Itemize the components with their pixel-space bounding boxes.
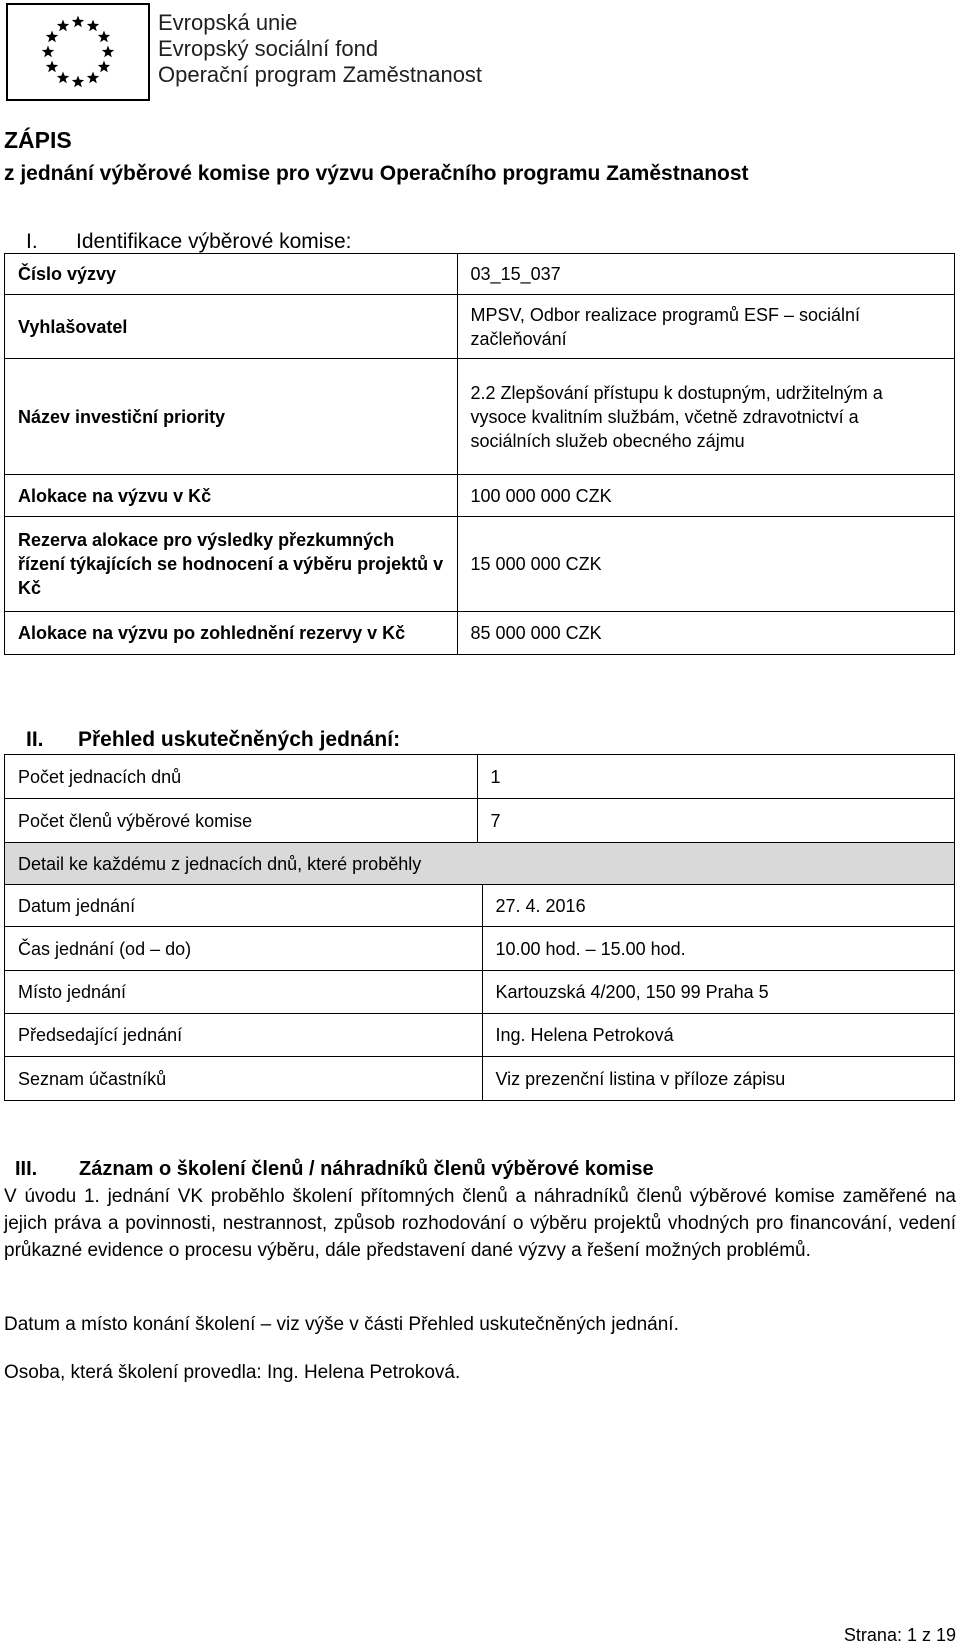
row-label: Název investiční priority [5, 359, 458, 475]
eu-stars-icon [8, 5, 148, 99]
star-icon [46, 31, 58, 43]
row-label: Číslo výzvy [5, 254, 458, 295]
star-icon [98, 31, 110, 43]
table-row [5, 755, 955, 799]
table-row [5, 359, 955, 475]
row-label: Místo jednání [5, 971, 483, 1014]
star-icon [72, 76, 84, 88]
table-row [5, 295, 955, 359]
logo-text [158, 10, 482, 88]
row-label: Počet členů výběrové komise [5, 799, 478, 843]
row-value: 2.2 Zlepšování přístupu k dostupným, udržitelným a vysoce kvalitním službám, včetně zdravotnictví a sociálních služeb obecného zájmu [457, 359, 954, 475]
section-number: I. [26, 230, 38, 253]
table-row [5, 927, 955, 971]
row-value: 100 000 000 CZK [457, 475, 954, 517]
row-label: Alokace na výzvu po zohlednění rezervy v Kč [5, 612, 458, 655]
section-2-heading [26, 728, 401, 752]
table-row [5, 885, 955, 927]
section-title: Záznam o školení členů / náhradníků členů výběrové komise [79, 1158, 654, 1180]
table-row [5, 475, 955, 517]
star-icon [57, 71, 69, 83]
detail-header: Detail ke každému z jednacích dnů, které proběhly [5, 843, 955, 885]
document-title: ZÁPIS [4, 127, 72, 153]
meetings-summary-table [4, 754, 955, 885]
row-label: Počet jednacích dnů [5, 755, 478, 799]
row-label: Rezerva alokace pro výsledky přezkumných řízení týkajících se hodnocení a výběru projektů v Kč [5, 517, 458, 612]
row-value: 1 [477, 755, 954, 799]
training-date-place: Datum a místo konání školení – viz výše v části Přehled uskutečněných jednání. [4, 1314, 679, 1335]
star-icon [57, 20, 69, 32]
row-value: 27. 4. 2016 [482, 885, 955, 927]
identification-table [4, 253, 955, 655]
page-number: Strana: 1 z 19 [843, 1625, 956, 1645]
table-row [5, 1014, 955, 1057]
section-number: II. [26, 728, 44, 751]
table-row [5, 799, 955, 843]
document-subtitle: z jednání výběrové komise pro výzvu Operačního programu Zaměstnanost [4, 162, 749, 185]
meeting-detail-table [4, 884, 955, 1101]
section-3-heading [15, 1158, 654, 1181]
star-icon [72, 16, 84, 28]
table-row [5, 612, 955, 655]
star-icon [87, 71, 99, 83]
table-row [5, 843, 955, 885]
row-value: 10.00 hod. – 15.00 hod. [482, 927, 955, 971]
row-value: 85 000 000 CZK [457, 612, 954, 655]
star-icon [98, 61, 110, 73]
row-label: Datum jednání [5, 885, 483, 927]
row-label: Vyhlašovatel [5, 295, 458, 359]
row-label: Čas jednání (od – do) [5, 927, 483, 971]
training-paragraph: V úvodu 1. jednání VK proběhlo školení přítomných členů a náhradníků členů výběrové komise zaměřené na jejich práva a povinnosti, nestrannost, způsob rozhodování o výběru projektů vhodných pro financování, vedení průkazné evidence o procesu výběru, dále představení dané výzvy a řešení možných problémů. [4, 1186, 956, 1261]
logo-line: Operační program Zaměstnanost [158, 62, 483, 87]
section-number: III. [15, 1158, 38, 1180]
table-row [5, 517, 955, 612]
table-row [5, 254, 955, 295]
eu-flag-logo [6, 3, 150, 101]
row-value: Viz prezenční listina v příloze zápisu [482, 1057, 955, 1101]
row-value: 15 000 000 CZK [457, 517, 954, 612]
row-value: Kartouzská 4/200, 150 99 Praha 5 [482, 971, 955, 1014]
table-row [5, 971, 955, 1014]
star-icon [102, 46, 114, 58]
row-label: Předsedající jednání [5, 1014, 483, 1057]
row-value: 7 [477, 799, 954, 843]
section-title: Identifikace výběrové komise: [76, 230, 352, 253]
row-value: Ing. Helena Petroková [482, 1014, 955, 1057]
logo-line: Evropská unie [158, 10, 298, 35]
section-title: Přehled uskutečněných jednání: [78, 728, 401, 751]
row-value: MPSV, Odbor realizace programů ESF – sociální začleňování [457, 295, 954, 359]
row-label: Alokace na výzvu v Kč [5, 475, 458, 517]
star-icon [42, 46, 54, 58]
star-icon [87, 20, 99, 32]
row-value: 03_15_037 [457, 254, 954, 295]
section-1-heading [26, 230, 352, 254]
row-label: Seznam účastníků [5, 1057, 483, 1101]
star-icon [46, 61, 58, 73]
table-row [5, 1057, 955, 1101]
training-person: Osoba, která školení provedla: Ing. Helena Petroková. [4, 1362, 461, 1383]
logo-line: Evropský sociální fond [158, 36, 379, 61]
